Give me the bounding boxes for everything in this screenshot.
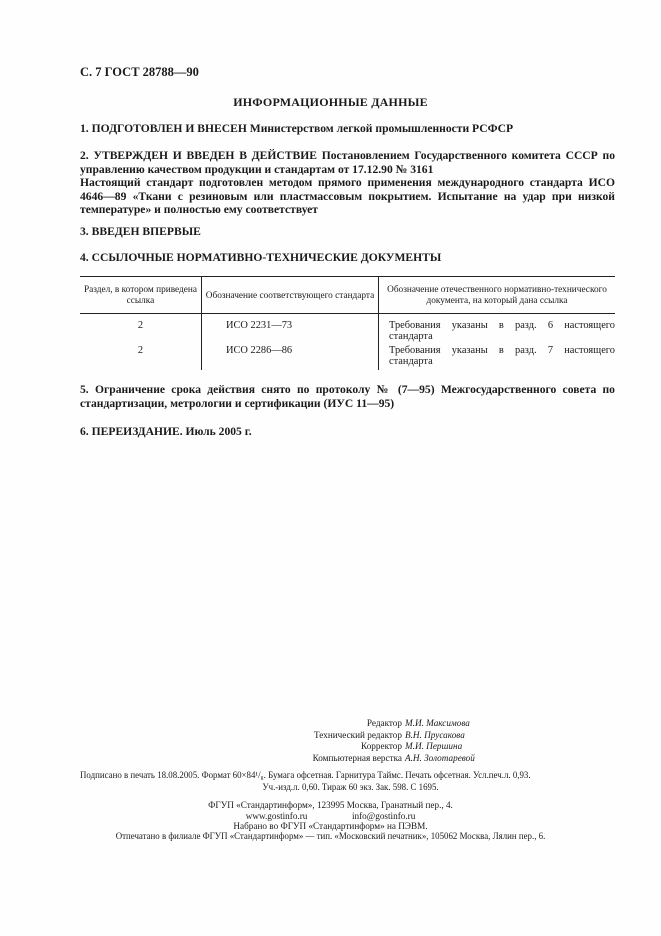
table-cell: Требования указаны в разд. 6 настоящего стандарта bbox=[379, 314, 616, 343]
table-cell: 2 bbox=[137, 345, 144, 356]
credit-role: Технический редактор bbox=[314, 729, 402, 740]
section-4 bbox=[80, 251, 615, 265]
table-cell: 2 bbox=[137, 320, 144, 331]
imprint-line: Набрано во ФГУП «Стандартинформ» на ПЭВМ. bbox=[233, 821, 428, 831]
section-heading: УТВЕРЖДЕН И ВВЕДЕН В ДЕЙСТВИЕ bbox=[93, 149, 317, 162]
credits-names bbox=[405, 718, 475, 764]
table-row bbox=[80, 342, 615, 370]
section-paragraph: Настоящий стандарт подготовлен методом прямого применения международного стандарта ИСО 4646—89 «Ткани с резиновым или пластмассовым покрытием. Испытание на удар при низкой температуре» и полностью ему соответствует bbox=[80, 176, 615, 217]
section-text: Постановлением Государственного комитета СССР по управлению качеством продукции и стандартам от 17.12.90 № 3161 bbox=[80, 149, 615, 176]
table-row bbox=[80, 314, 615, 343]
imprint-line: Отпечатано в филиале ФГУП «Стандартинформ» — тип. «Московский печатник», 105062 Москва, Лялин пер., 6. bbox=[115, 831, 546, 841]
section-6 bbox=[80, 425, 615, 439]
section-1 bbox=[80, 122, 615, 136]
section-heading: ВВЕДЕН ВПЕРВЫЕ bbox=[91, 225, 201, 238]
table-cell: Требования указаны в разд. 7 настоящего стандарта bbox=[379, 342, 616, 370]
print-info-line: Подписано в печать 18.08.2005. Формат 60×84¹/₈. Бумага офсетная. Гарнитура Таймс. Печать офсетная. Усл.печ.л. 0,93. bbox=[80, 770, 531, 780]
section-number: 6. bbox=[80, 425, 89, 438]
section-number: 5. bbox=[80, 383, 89, 396]
table-header-row bbox=[80, 277, 615, 314]
section-heading: ПЕРЕИЗДАНИЕ. bbox=[91, 425, 183, 438]
section-text: Министерством легкой промышленности РСФСР bbox=[246, 122, 514, 135]
imprint-website: www.gostinfo.ru bbox=[245, 811, 308, 821]
page-title: ИНФОРМАЦИОННЫЕ ДАННЫЕ bbox=[233, 95, 428, 109]
table-cell: ИСО 2231—73 bbox=[202, 314, 379, 343]
table-header-cell: Раздел, в котором приведена ссылка bbox=[83, 285, 198, 306]
section-5 bbox=[80, 383, 615, 410]
section-number: 1. bbox=[80, 122, 89, 135]
credit-role: Редактор bbox=[366, 718, 402, 728]
table-cell: ИСО 2286—86 bbox=[202, 342, 379, 370]
section-3 bbox=[80, 225, 615, 239]
section-number: 3. bbox=[80, 225, 89, 238]
credit-name: В.Н. Прусакова bbox=[405, 729, 465, 740]
reference-table bbox=[80, 276, 615, 370]
table-header-cell: Обозначение соответствующего стандарта bbox=[202, 277, 379, 314]
table-header-cell: Обозначение отечественного нормативно-технического документа, на который дана ссылка bbox=[379, 277, 616, 314]
section-number: 2. bbox=[80, 149, 89, 162]
credit-name: М.И. Першина bbox=[405, 741, 463, 751]
credit-name: М.И. Максимова bbox=[405, 718, 470, 728]
section-2 bbox=[80, 149, 615, 217]
credit-name: А.Н. Золотаревой bbox=[405, 752, 475, 763]
credit-role: Компьютерная верстка bbox=[312, 752, 402, 763]
credit-role: Корректор bbox=[361, 741, 402, 751]
section-heading: ССЫЛОЧНЫЕ НОРМАТИВНО-ТЕХНИЧЕСКИЕ ДОКУМЕНТЫ bbox=[91, 251, 442, 264]
section-text: Июль 2005 г. bbox=[182, 425, 252, 438]
imprint-line: ФГУП «Стандартинформ», 123995 Москва, Гранатный пер., 4. bbox=[208, 800, 453, 810]
section-heading: ПОДГОТОВЛЕН И ВНЕСЕН bbox=[91, 122, 247, 135]
section-number: 4. bbox=[80, 251, 89, 264]
section-text: Ограничение срока действия снято по протоколу № (7—95) Межгосударственного совета по стандартизации, метрологии и сертификации (ИУС 11—95) bbox=[80, 383, 615, 410]
imprint-email: info@gostinfo.ru bbox=[351, 811, 416, 821]
print-info-line: Уч.-изд.л. 0,60. Тираж 60 экз. Зак. 598. С 1695. bbox=[262, 782, 439, 792]
page-header: С. 7 ГОСТ 28788—90 bbox=[80, 65, 199, 79]
credits-roles bbox=[232, 718, 402, 764]
